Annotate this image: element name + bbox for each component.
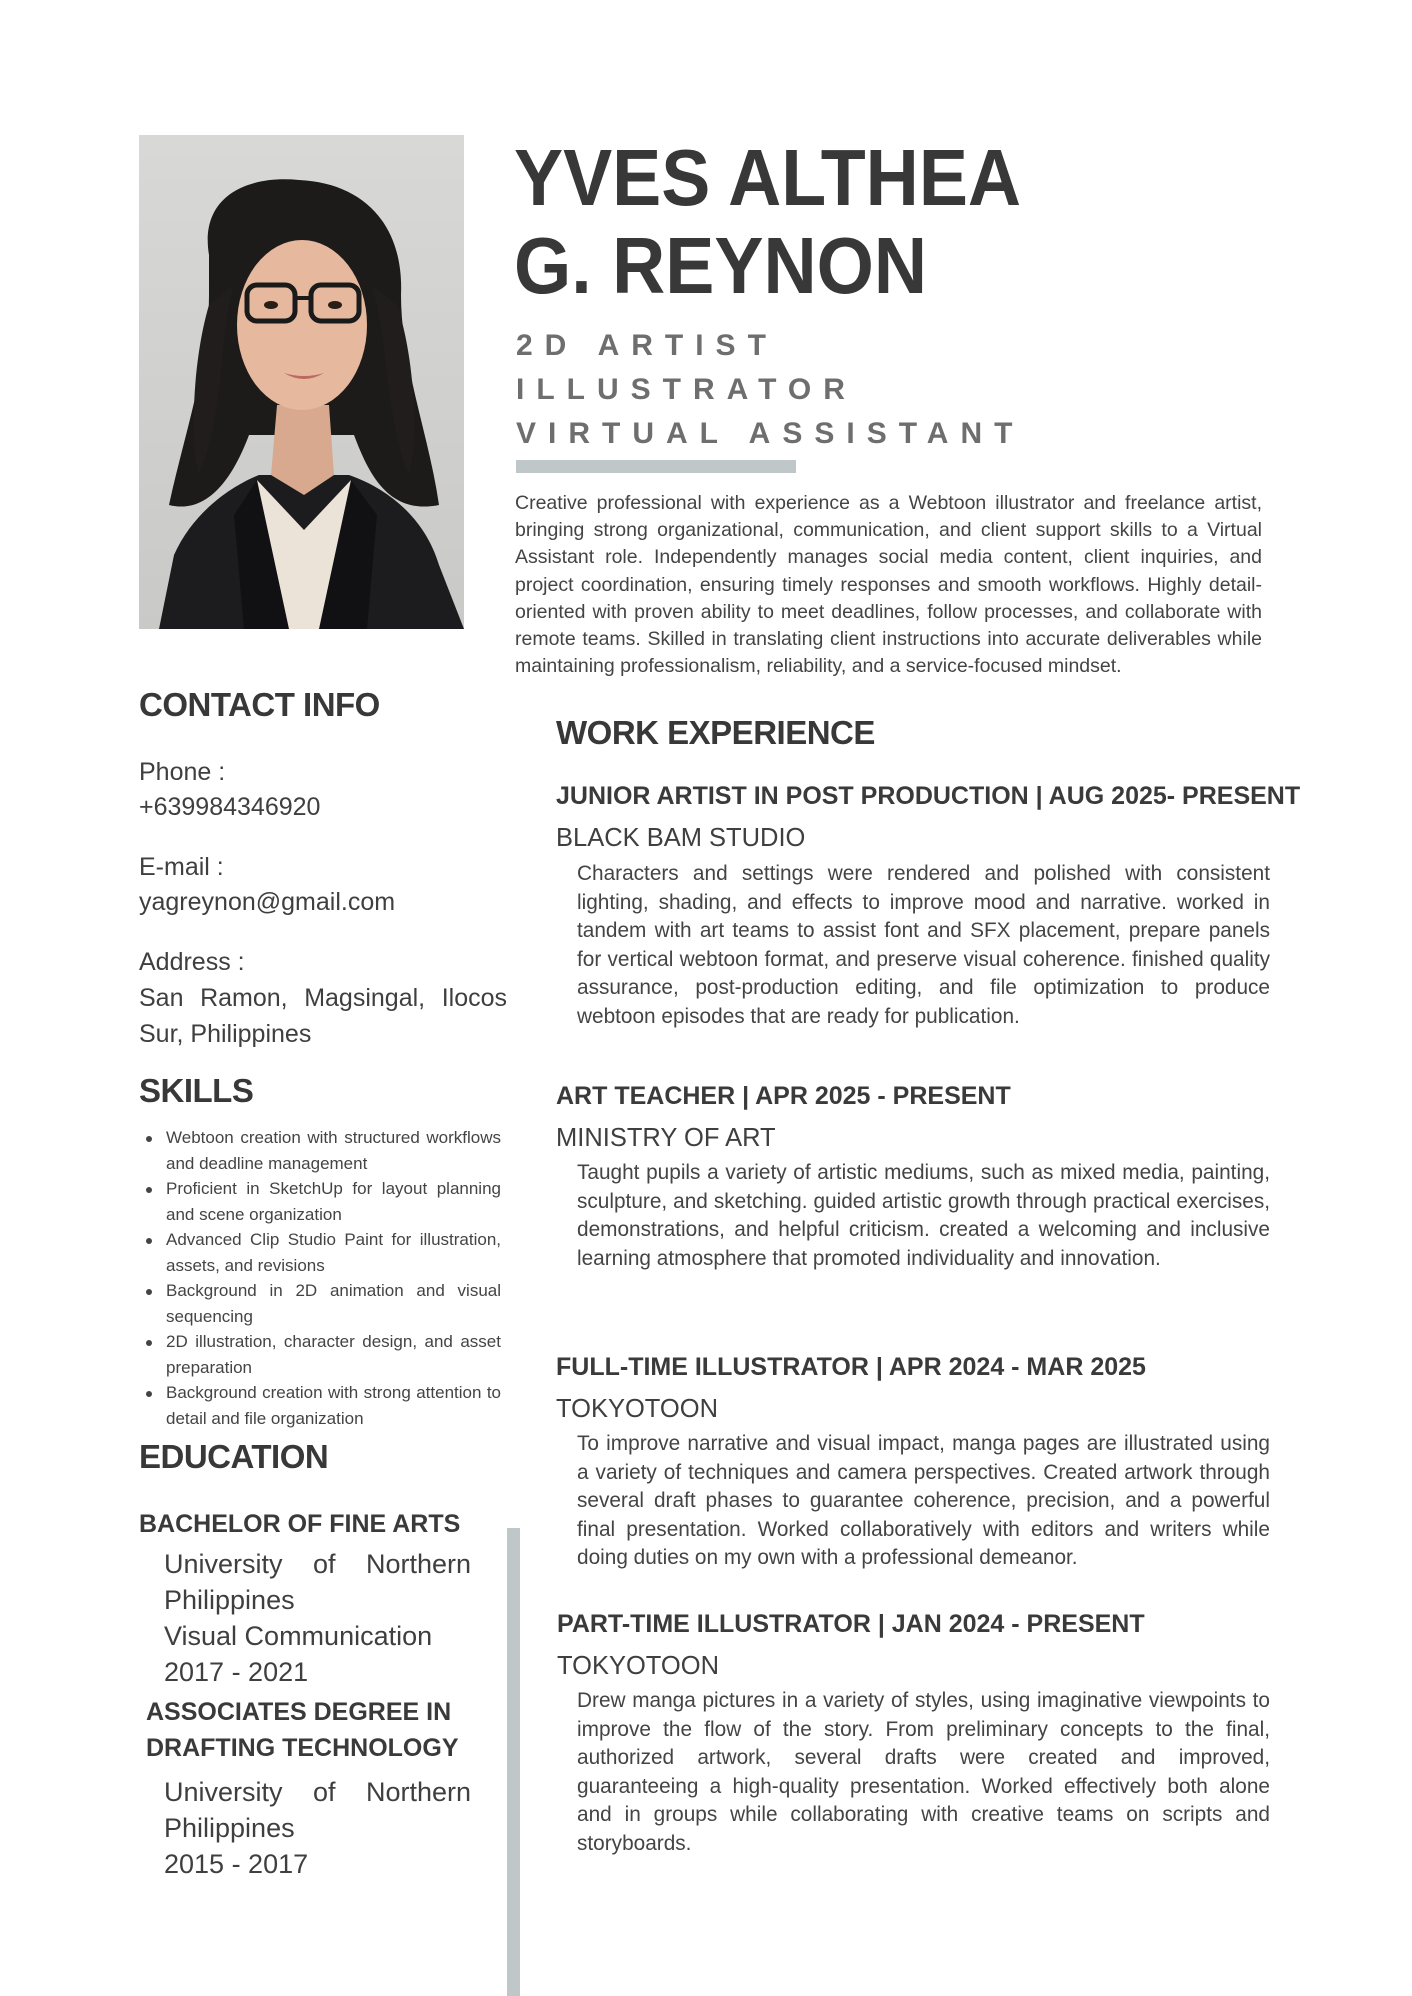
address-value: San Ramon, Magsingal, Ilocos Sur, Philippines — [139, 984, 507, 1048]
email-value[interactable]: yagreynon@gmail.com — [139, 888, 396, 916]
accent-bar — [516, 460, 796, 473]
degree-title — [146, 1694, 459, 1766]
job-title: PART-TIME ILLUSTRATOR | JAN 2024 - PRESENT — [557, 1610, 1145, 1638]
address-label: Address : — [139, 948, 245, 976]
job-company: MINISTRY OF ART — [556, 1124, 776, 1152]
phone-label: Phone : — [139, 758, 226, 786]
role-3: VIRTUAL ASSISTANT — [516, 417, 1025, 450]
job-title: FULL-TIME ILLUSTRATOR | APR 2024 - MAR 2025 — [556, 1353, 1146, 1381]
job-title: JUNIOR ARTIST IN POST PRODUCTION | AUG 2025- PRESENT — [556, 782, 1301, 810]
education-details — [164, 1774, 471, 1882]
skills-heading: SKILLS — [139, 1072, 254, 1109]
skill-item: Proficient in SketchUp for layout planning and scene organization — [166, 1176, 501, 1227]
role-2: ILLUSTRATOR — [516, 373, 857, 406]
job-company: BLACK BAM STUDIO — [556, 824, 806, 852]
divider-bar — [507, 1528, 520, 1996]
phone-value[interactable]: +639984346920 — [139, 793, 321, 821]
email-label: E-mail : — [139, 853, 224, 881]
job-description: Characters and settings were rendered and polished with consistent lighting, shading, and effects to improve mood and narrative. worked in tandem with art teams to assist font and SFX placement, prepare panels for vertical webtoon format, and preserve visual coherence. finished quality assurance, post-production editing, and file optimization to produce webtoon episodes that are ready for publication. — [577, 862, 1270, 1028]
skill-item: Background creation with strong attention to detail and file organization — [166, 1380, 501, 1431]
work-heading: WORK EXPERIENCE — [556, 714, 875, 751]
skills-list — [139, 1125, 501, 1431]
role-1: 2D ARTIST — [516, 329, 778, 362]
program-name: Visual Communication — [164, 1621, 433, 1651]
skill-item: Background in 2D animation and visual sequencing — [166, 1278, 501, 1329]
school-name-cont: Philippines — [164, 1585, 295, 1615]
name-line-2: G. REYNON — [514, 221, 928, 310]
skill-item: Advanced Clip Studio Paint for illustration, assets, and revisions — [166, 1227, 501, 1278]
degree-title-line-2: DRAFTING TECHNOLOGY — [146, 1734, 459, 1762]
job-company: TOKYOTOON — [556, 1395, 719, 1423]
name-line-1: YVES ALTHEA — [514, 133, 1022, 222]
degree-title-line-1: ASSOCIATES DEGREE IN — [146, 1698, 452, 1726]
job-title: ART TEACHER | APR 2025 - PRESENT — [556, 1082, 1011, 1110]
education-details — [164, 1546, 471, 1690]
job-description: Taught pupils a variety of artistic mediums, such as mixed media, painting, sculpture, and sketching. guided artistic growth through practical exercises, demonstrations, and helpful criticism. created a welcoming and inclusive learning atmosphere that promoted individuality and innovation. — [577, 1161, 1270, 1270]
job-description: Drew manga pictures in a variety of styles, using imaginative viewpoints to improve the flow of the story. From preliminary concepts to the final, authorized artwork, several drafts were created and improved, guaranteeing a high-quality presentation. Worked effectively both alone and in groups while collaborating with creative teams on scripts and storyboards. — [577, 1689, 1270, 1855]
profile-summary: Creative professional with experience as a Webtoon illustrator and freelance artist, bringing strong organizational, communication, and client support skills to a Virtual Assistant role. Independently manages social media content, client inquiries, and project coordination, ensuring timely responses and smooth workflows. Highly detail-oriented with proven ability to meet deadlines, follow processes, and collaborate with remote teams. Skilled in translating client instructions into accurate deliverables while maintaining professionalism, reliability, and a service-focused mindset. — [515, 492, 1262, 678]
education-years: 2015 - 2017 — [164, 1849, 309, 1879]
candidate-name — [514, 134, 1021, 310]
job-company: TOKYOTOON — [557, 1652, 720, 1680]
profile-photo — [139, 135, 464, 629]
job-description: To improve narrative and visual impact, manga pages are illustrated using a variety of techniques and camera perspectives. Created artwork through several draft phases to guarantee coherence, precision, and a powerful final presentation. Worked collaboratively with editors and writers while doing duties on my own with a professional demeanor. — [577, 1432, 1270, 1570]
school-name: University of Northern — [164, 1777, 471, 1807]
skill-item: 2D illustration, character design, and asset preparation — [166, 1329, 501, 1380]
education-years: 2017 - 2021 — [164, 1657, 309, 1687]
role-list — [516, 324, 1024, 456]
contact-heading: CONTACT INFO — [139, 686, 380, 723]
degree-title: BACHELOR OF FINE ARTS — [139, 1510, 461, 1538]
skill-item: Webtoon creation with structured workflows and deadline management — [166, 1125, 501, 1176]
education-heading: EDUCATION — [139, 1438, 329, 1475]
school-name-cont: Philippines — [164, 1813, 295, 1843]
school-name: University of Northern — [164, 1549, 471, 1579]
